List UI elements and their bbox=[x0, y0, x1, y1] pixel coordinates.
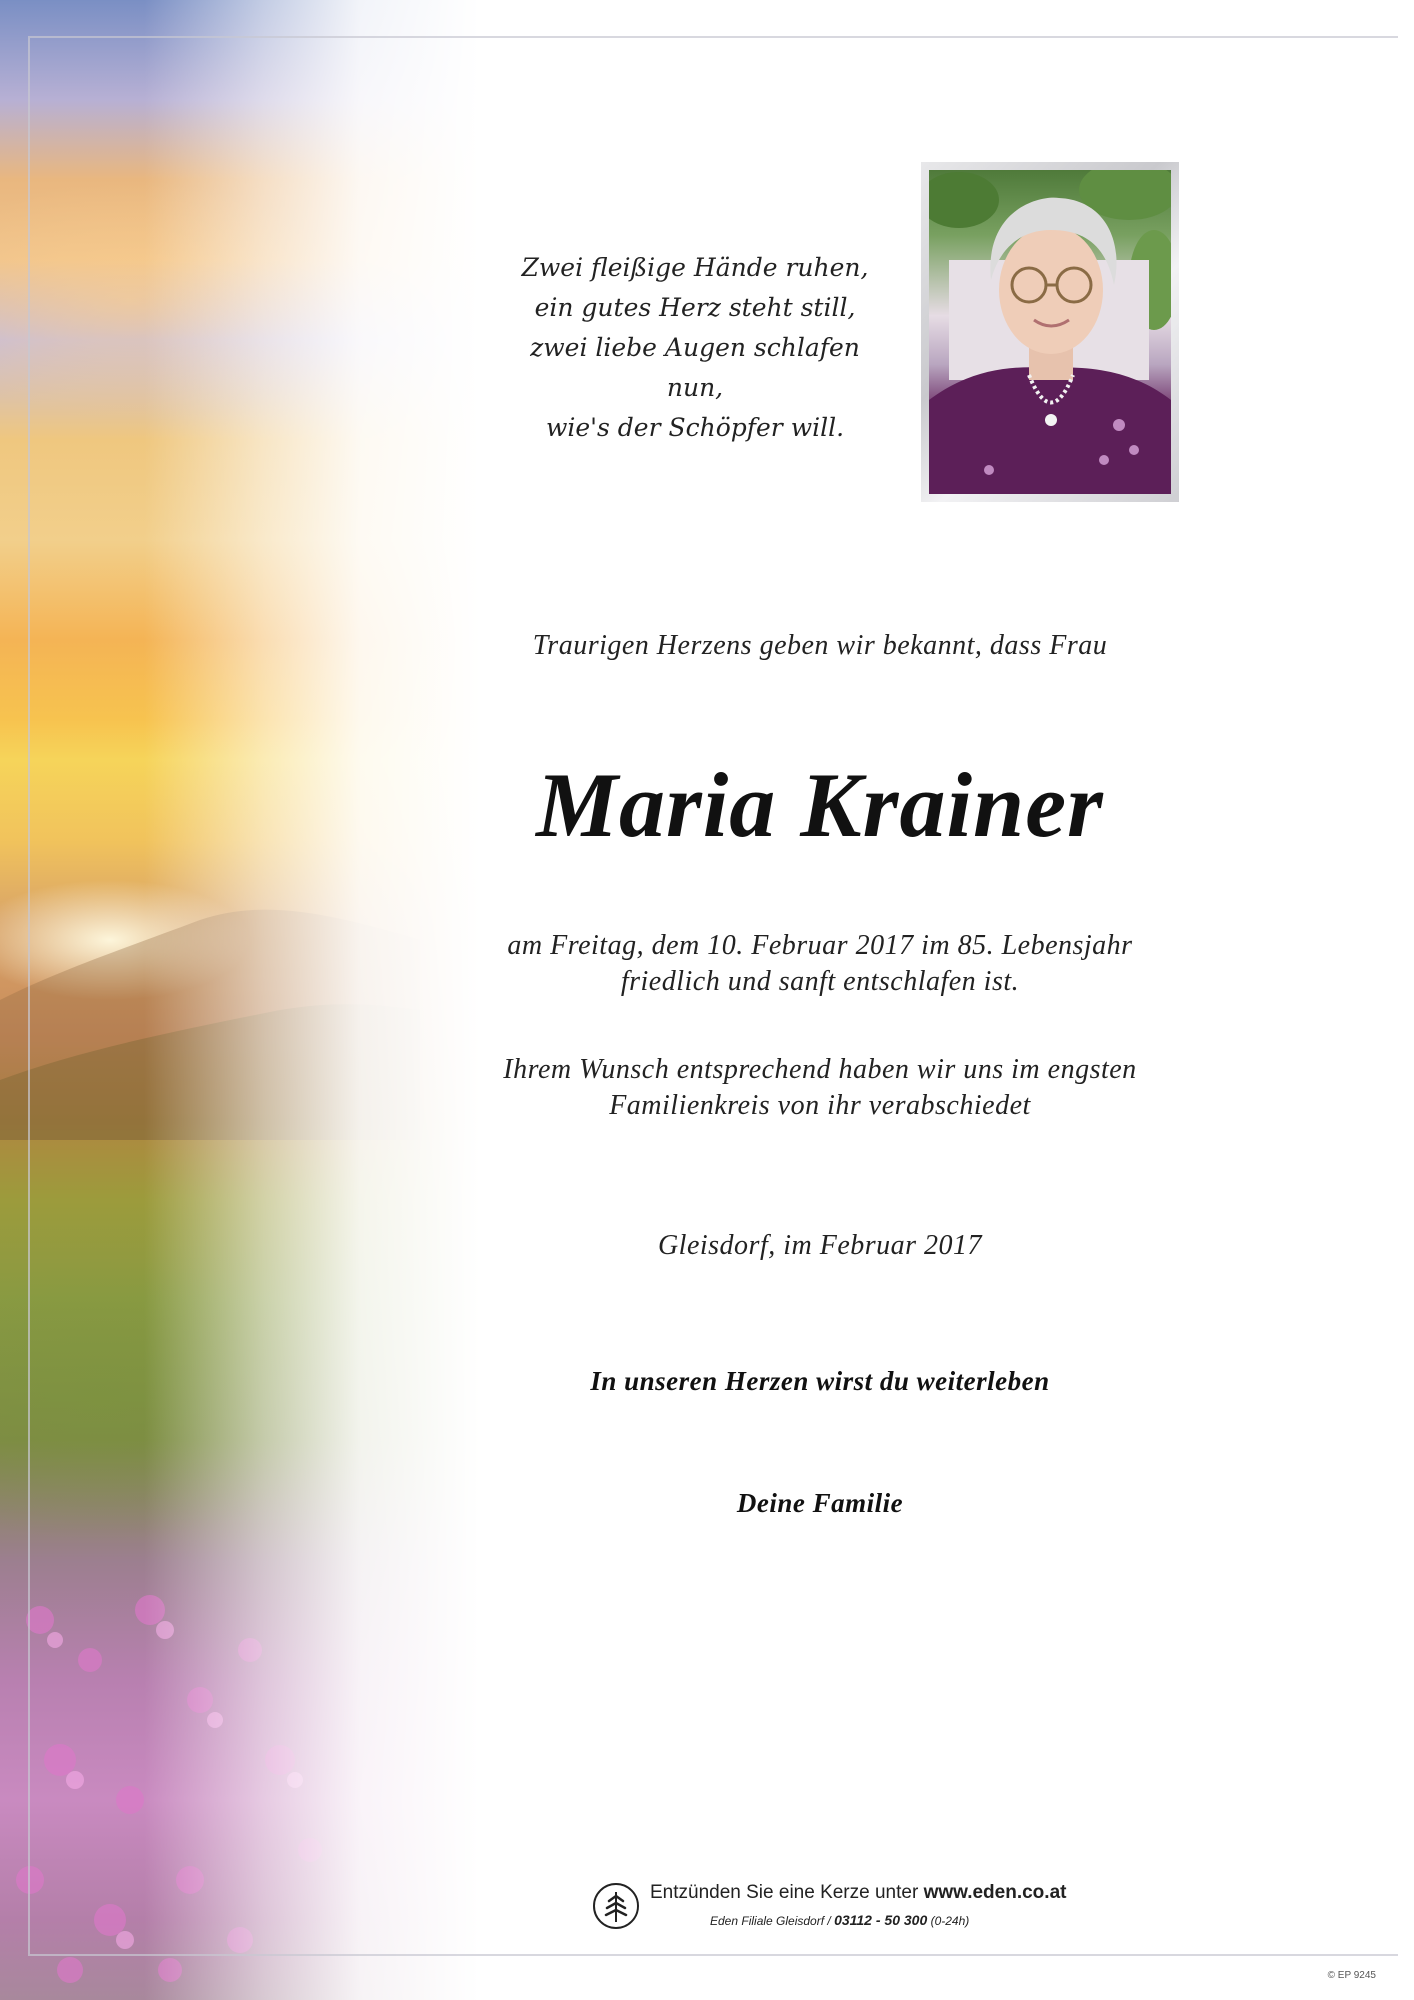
intro-text: Traurigen Herzens geben wir bekannt, dass Frau bbox=[532, 630, 1108, 661]
wish-line-2: Familienkreis von ihr verabschiedet bbox=[609, 1090, 1031, 1121]
poem-line: zwei liebe Augen schlafen nun, bbox=[530, 333, 860, 402]
service-hours: (0-24h) bbox=[930, 1914, 970, 1928]
phone-number: 03112 - 50 300 bbox=[834, 1912, 928, 1928]
candle-text: Entzünden Sie eine Kerze unter bbox=[650, 1882, 919, 1903]
poem-line: ein gutes Herz steht still, bbox=[534, 293, 856, 322]
portrait-photo bbox=[929, 170, 1171, 494]
motto: In unseren Herzen wirst du weiterleben bbox=[590, 1366, 1050, 1396]
signature: Deine Familie bbox=[736, 1488, 904, 1518]
branch-name: Eden Filiale Gleisdorf / bbox=[710, 1914, 831, 1928]
footer bbox=[592, 1880, 1092, 1940]
copyright-code: © EP 9245 bbox=[1327, 1970, 1376, 1981]
date-line-2: friedlich und sanft entschlafen ist. bbox=[620, 966, 1020, 997]
landscape-fade-overlay bbox=[0, 0, 480, 2000]
eden-website-link[interactable]: www.eden.co.at bbox=[923, 1882, 1067, 1903]
date-line-1: am Freitag, dem 10. Februar 2017 im 85. Lebensjahr bbox=[507, 930, 1133, 961]
wish-line-1: Ihrem Wunsch entsprechend haben wir uns im engsten bbox=[503, 1054, 1137, 1085]
poem bbox=[500, 248, 890, 448]
eden-logo-icon bbox=[592, 1882, 640, 1930]
poem-line: wie's der Schöpfer will. bbox=[545, 413, 845, 442]
footer-candle-line bbox=[650, 1882, 1066, 1904]
date-of-death-text bbox=[440, 928, 1200, 1000]
portrait-frame bbox=[921, 162, 1179, 502]
farewell-text bbox=[440, 1052, 1200, 1124]
footer-contact-line bbox=[710, 1912, 969, 1928]
poem-line: Zwei fleißige Hände ruhen, bbox=[521, 253, 869, 282]
deceased-name: Maria Krainer bbox=[536, 754, 1104, 856]
portrait-illustration bbox=[929, 170, 1171, 494]
place-and-date: Gleisdorf, im Februar 2017 bbox=[657, 1230, 983, 1261]
